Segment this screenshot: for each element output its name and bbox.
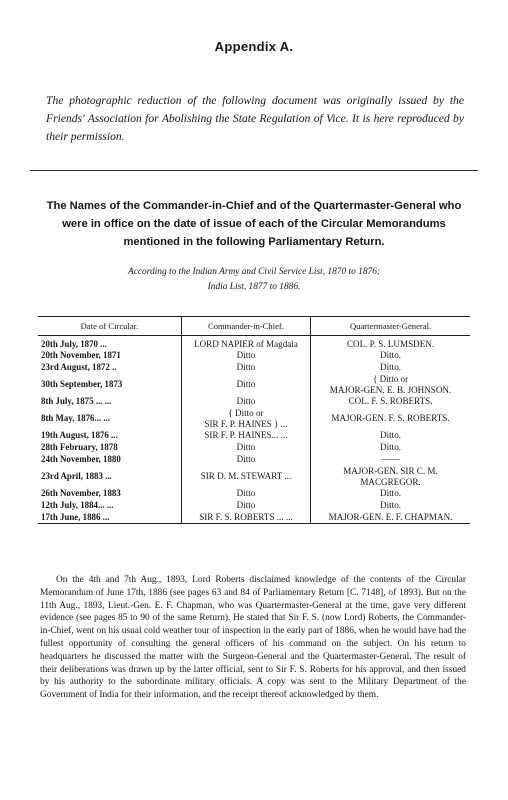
table-row — [38, 336, 470, 350]
table-row — [38, 442, 470, 454]
cell-quartermaster-general: Ditto. — [380, 442, 402, 453]
cell-quartermaster-general: —— — [381, 454, 400, 465]
cell-commander-in-chief: { Ditto or SIR F. P. HAINES } ... — [181, 408, 310, 430]
header-quartermaster-general: Quartermaster-General. — [311, 317, 470, 336]
source-line-2: India List, 1877 to 1886. — [207, 282, 301, 292]
table-row — [38, 488, 470, 500]
source-line-1: According to the Indian Army and Civil Service List, 1870 to 1876; — [127, 267, 381, 277]
cell-date: 19th August, 1876 ... — [38, 430, 181, 442]
table-row — [38, 512, 470, 524]
cell-quartermaster-general: Ditto. — [380, 350, 402, 361]
cell-commander-in-chief: Ditto — [181, 374, 310, 396]
cell-commander-in-chief: Ditto — [181, 454, 310, 466]
appendix-heading: Appendix A. — [214, 39, 294, 54]
cell-quartermaster-general: MAJOR-GEN. E. F. CHAPMAN. — [311, 512, 470, 524]
cell-date: 12th July, 1884... ... — [38, 500, 181, 512]
cell-quartermaster-general: Ditto. — [380, 362, 402, 373]
cell-commander-in-chief: Ditto — [181, 488, 310, 500]
cell-commander-in-chief: SIR F. P. HAINES... ... — [181, 430, 310, 442]
cell-date: 28th February, 1878 — [38, 442, 181, 454]
table-header-row — [38, 317, 470, 336]
source-citation — [40, 265, 468, 295]
cell-quartermaster-general: { Ditto or MAJOR-GEN. E. B. JOHNSON. — [329, 374, 452, 395]
cell-date: 24th November, 1880 — [38, 454, 181, 466]
reproduction-note: The photographic reduction of the following document was originally issued by the Friends' Association for Abolishing the State Regulation of Vice. It is here reproduced by their permission. — [46, 94, 464, 143]
cell-commander-in-chief: SIR F. S. ROBERTS ... ... — [181, 512, 310, 524]
table-row — [38, 408, 470, 430]
cell-quartermaster-general: Ditto. — [380, 430, 402, 441]
cell-quartermaster-general: Ditto. — [380, 488, 402, 499]
cell-commander-in-chief: LORD NAPIER of Magdala — [181, 336, 310, 350]
cell-commander-in-chief: Ditto — [181, 350, 310, 362]
table-row — [38, 362, 470, 374]
divider-rule — [30, 170, 478, 171]
cell-commander-in-chief: Ditto — [181, 396, 310, 408]
table-row — [38, 350, 470, 362]
cell-quartermaster-general: MAJOR-GEN. F. S. ROBERTS. — [331, 413, 450, 424]
cell-date: 30th September, 1873 — [38, 374, 181, 396]
cell-quartermaster-general: Ditto. — [380, 500, 402, 511]
header-commander-in-chief: Commander-in-Chief. — [181, 317, 310, 336]
cell-date: 17th June, 1886 ... — [38, 512, 181, 524]
table-row — [38, 374, 470, 396]
officers-table — [38, 316, 470, 524]
cell-date: 23rd April, 1883 ... — [38, 466, 181, 488]
cell-date: 23rd August, 1872 .. — [38, 362, 181, 374]
cell-date: 20th November, 1871 — [38, 350, 181, 362]
cell-commander-in-chief: Ditto — [181, 362, 310, 374]
cell-date: 8th May, 1876... ... — [38, 408, 181, 430]
cell-quartermaster-general: COL. F. S. ROBERTS. — [348, 396, 433, 407]
table-row — [38, 430, 470, 442]
cell-date: 8th July, 1875 ... ... — [38, 396, 181, 408]
cell-date: 26th November, 1883 — [38, 488, 181, 500]
cell-quartermaster-general: COL. P. S. LUMSDEN. — [346, 339, 435, 349]
header-date: Date of Circular. — [38, 317, 181, 336]
document-title: The Names of the Commander-in-Chief and of the Quartermaster-General who were in office on the date of issue of each of the Circular Memorandums mentioned in the following Parliamentary Return. — [46, 200, 462, 248]
cell-commander-in-chief: Ditto — [181, 500, 310, 512]
cell-commander-in-chief: Ditto — [181, 442, 310, 454]
table-row — [38, 500, 470, 512]
cell-quartermaster-general: MAJOR-GEN. SIR C. M. MACGREGOR. — [343, 466, 438, 487]
cell-commander-in-chief: SIR D. M. STEWART ... — [181, 466, 310, 488]
table-body — [38, 336, 470, 524]
table-row — [38, 396, 470, 408]
table-row — [38, 466, 470, 488]
cell-date: 20th July, 1870 ... — [38, 336, 181, 350]
body-paragraph: On the 4th and 7th Aug., 1893, Lord Roberts disclaimed knowledge of the contents of the Circular Memorandum of June 17th, 1886 (see pages 63 and 84 of Parliamentary Return [C. 7148], of 1893). But on the 11th Aug., 1893, Lieut.-Gen. E. F. Chapman, who was Quartermaster-General at the time, gave very different evidence (see pages 85 to 90 of the same Return). He stated that Sir F. S. (now Lord) Roberts, the Commander-in-Chief, went on his usual cold weather tour of inspection in the early part of 1886, when he would have had the fullest opportunity of consulting the general officers of his command on the subject. On his return to headquarters he discussed the matter with the Surgeon-General and the Quartermaster-General. The result of their deliberations was drawn up by the latter official, sent to Sir F. S. Roberts for his approval, and then issued by his authority to the subordinate military officials. A copy was sent to the Military Department of the Government of India for their information, and the receipt thereof acknowledged by them. — [40, 575, 466, 701]
table-row — [38, 454, 470, 466]
